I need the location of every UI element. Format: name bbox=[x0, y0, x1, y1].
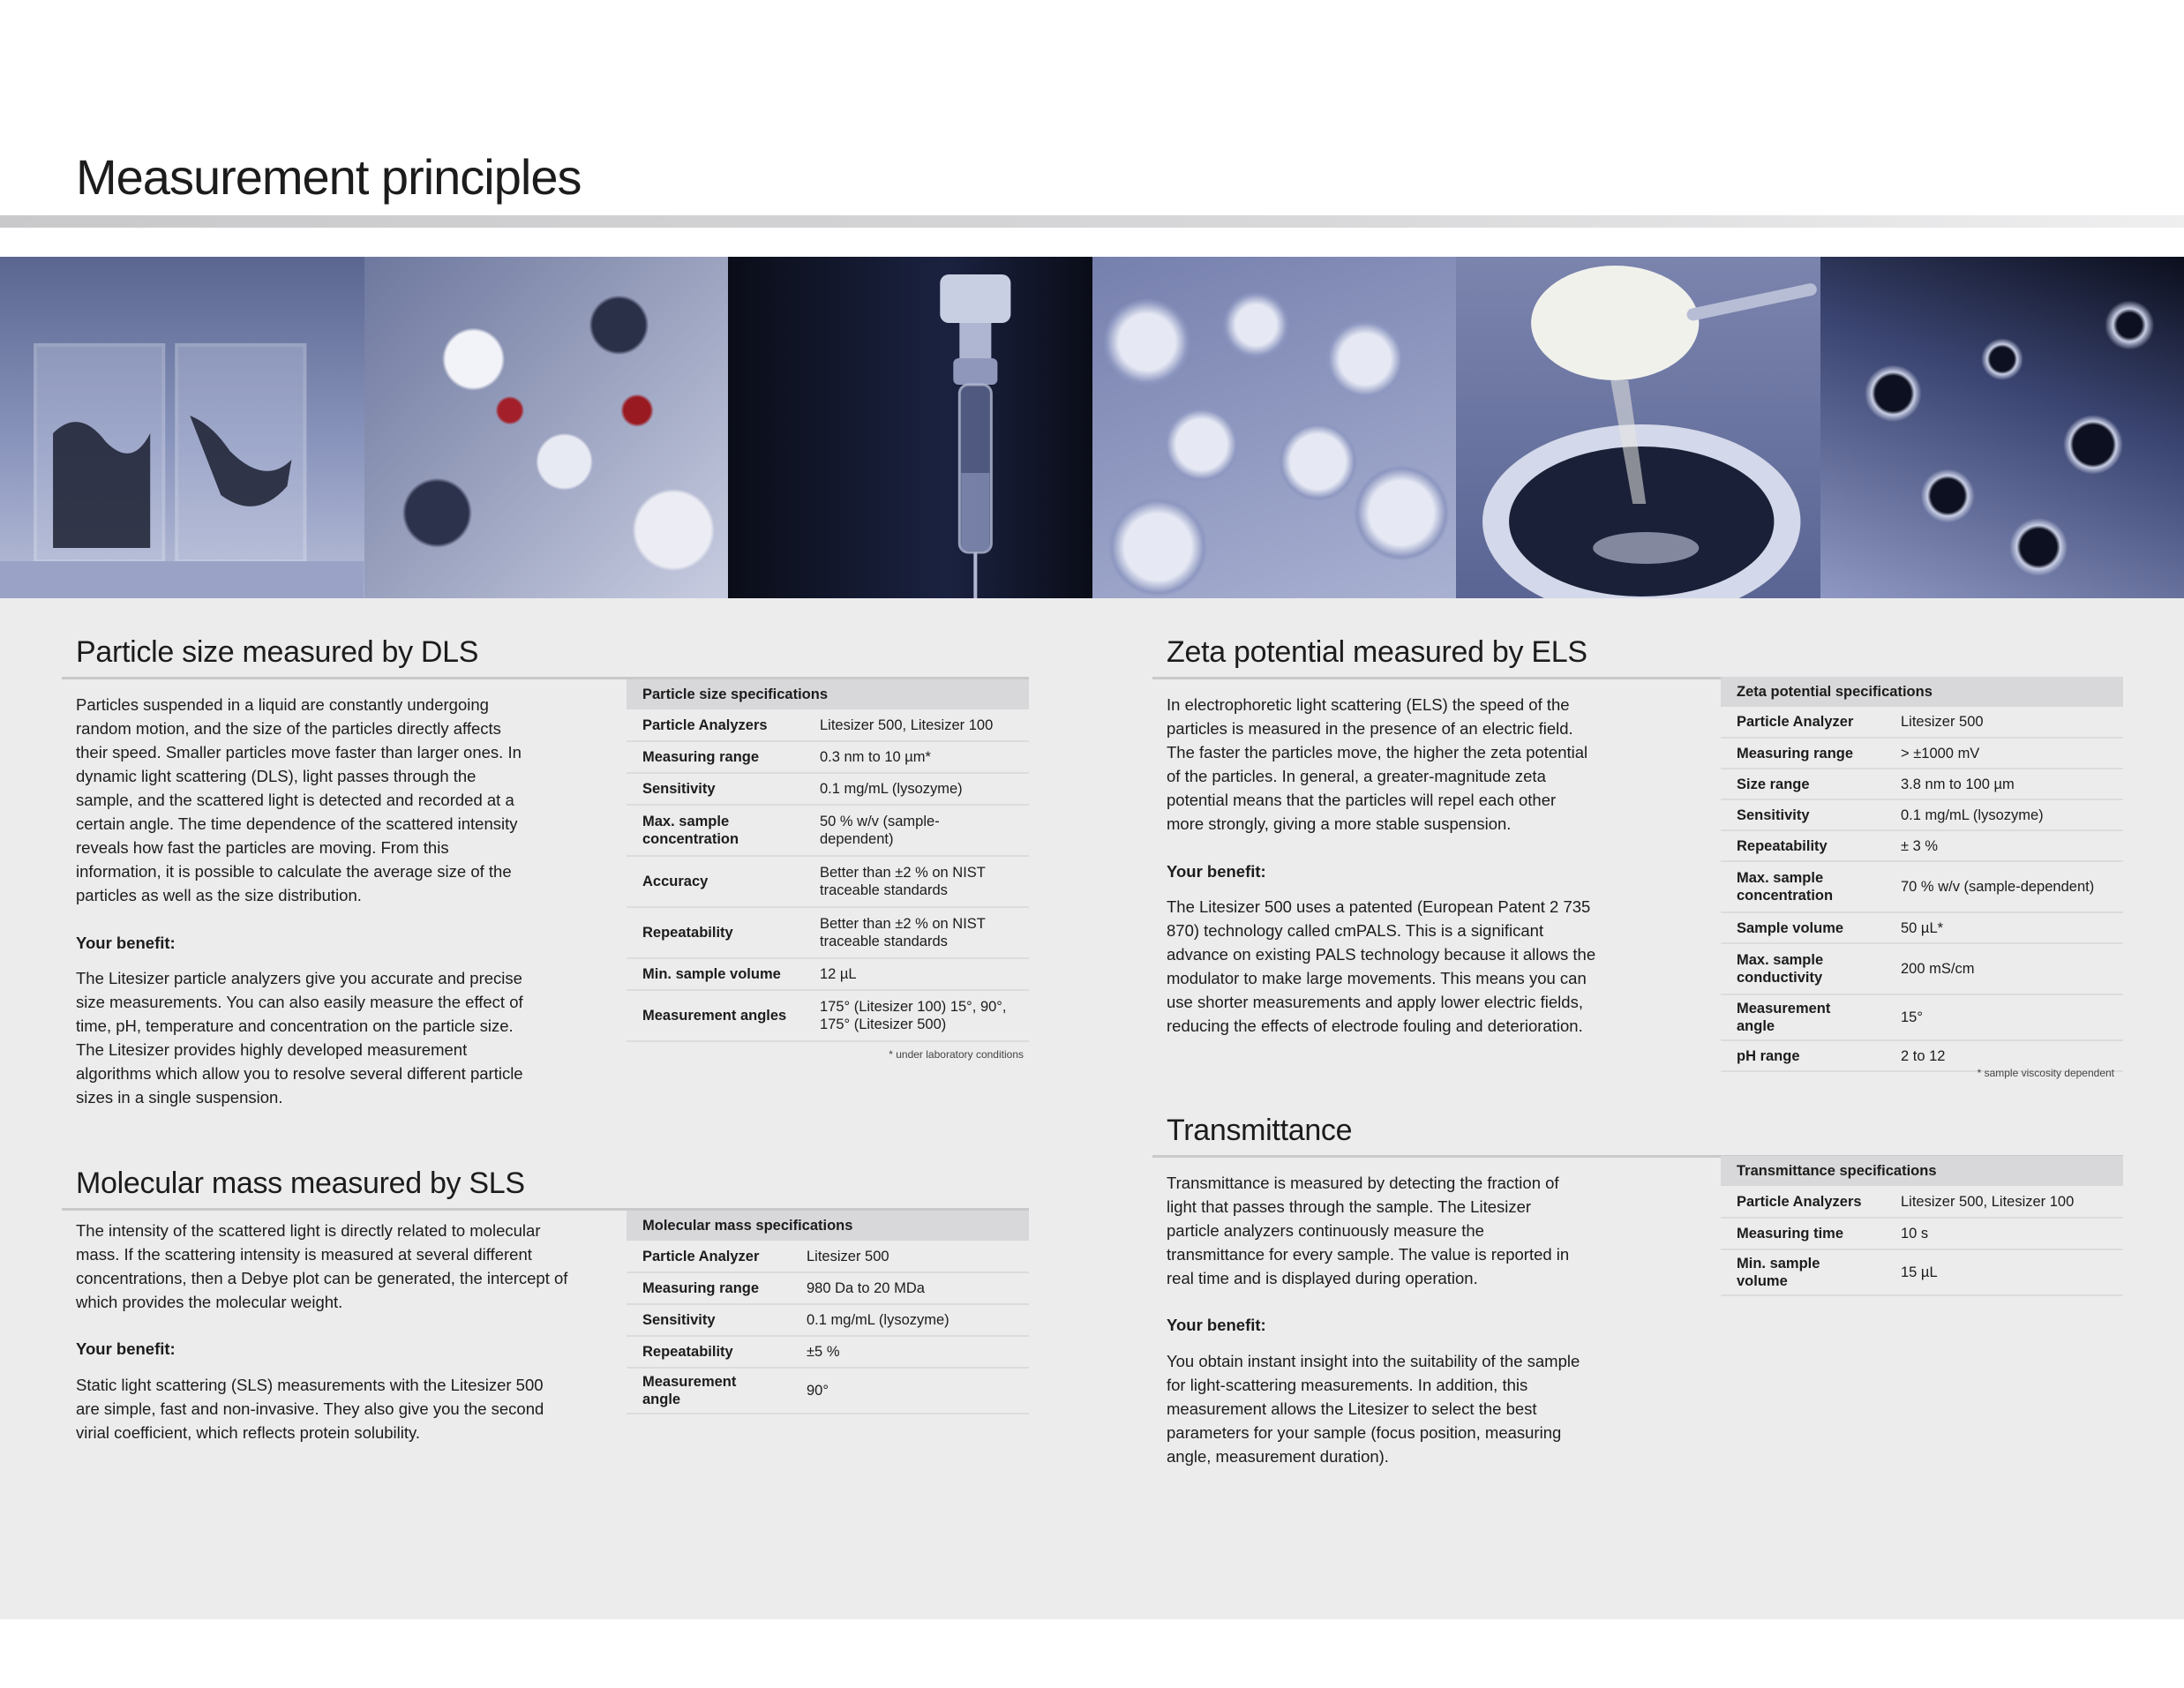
spec-key: Min. sample volume bbox=[627, 958, 804, 990]
powder-spoon-image bbox=[1456, 257, 1820, 598]
spec-key: Sensitivity bbox=[1721, 799, 1885, 830]
els-spec-table bbox=[1721, 677, 2123, 1072]
spec-value: 200 mS/cm bbox=[1885, 943, 2123, 994]
spec-key: Sample volume bbox=[1721, 912, 1885, 943]
table-row bbox=[1721, 861, 2123, 912]
spec-key: Repeatability bbox=[627, 1336, 791, 1368]
spec-value: 15° bbox=[1885, 994, 2123, 1040]
table-row bbox=[627, 1368, 1029, 1414]
sls-paragraph: The intensity of the scattered light is directly related to molecular mass. If the scattering intensity is measured at several different concentrations, then a Debye plot can be generated, the intercept of which provides the molecular weight. bbox=[76, 1221, 568, 1311]
table-row bbox=[1721, 738, 2123, 769]
table-row bbox=[627, 856, 1029, 907]
dls-heading: Particle size measured by DLS bbox=[76, 635, 479, 669]
spec-value: Better than ±2 % on NIST traceable standards bbox=[804, 907, 1029, 958]
sls-heading: Molecular mass measured by SLS bbox=[76, 1167, 525, 1200]
transmittance-paragraph: Transmittance is measured by detecting the fraction of light that passes through the sample. The Litesizer particle analyzers continuously measure the transmittance for every sample. The value is reported in real time and is displayed during operation. bbox=[1167, 1174, 1570, 1287]
spec-key: Max. sample concentration bbox=[627, 805, 804, 856]
spec-key: Measurement angle bbox=[627, 1368, 791, 1414]
spec-value: 50 % w/v (sample-dependent) bbox=[804, 805, 1029, 856]
spec-value: Litesizer 500 bbox=[791, 1241, 1029, 1272]
spec-value: 0.3 nm to 10 µm* bbox=[804, 741, 1029, 773]
spec-value: Litesizer 500, Litesizer 100 bbox=[1885, 1186, 2123, 1218]
table-row bbox=[1721, 769, 2123, 799]
spec-value: > ±1000 mV bbox=[1885, 738, 2123, 769]
els-spec-header: Zeta potential specifications bbox=[1721, 677, 2123, 707]
glass-beakers-image bbox=[0, 257, 364, 598]
spec-value: 980 Da to 20 MDa bbox=[791, 1272, 1029, 1304]
spec-value: 0.1 mg/mL (lysozyme) bbox=[804, 773, 1029, 805]
table-row bbox=[1721, 799, 2123, 830]
spec-key: Measurement angles bbox=[627, 990, 804, 1041]
els-benefit-label: Your benefit: bbox=[1167, 862, 1266, 881]
spec-key: Measurement angle bbox=[1721, 994, 1885, 1040]
table-row bbox=[1721, 1186, 2123, 1218]
dls-benefit-text: The Litesizer particle analyzers give you accurate and precise size measurements. You can also easily measure the effect of time, pH, temperature and concentration on the particle size. The Litesizer provides highly developed measurement algorithms which allow you to resolve several different particle sizes in a single suspension. bbox=[76, 969, 523, 1107]
els-heading: Zeta potential measured by ELS bbox=[1167, 635, 1587, 669]
spec-key: Measuring range bbox=[627, 741, 804, 773]
sls-spec-table bbox=[627, 1211, 1029, 1414]
table-row bbox=[627, 958, 1029, 990]
table-row bbox=[627, 1272, 1029, 1304]
spec-value: 0.1 mg/mL (lysozyme) bbox=[1885, 799, 2123, 830]
spec-value: 15 µL bbox=[1885, 1249, 2123, 1295]
spec-key: Particle Analyzers bbox=[627, 709, 804, 741]
table-row bbox=[627, 1241, 1029, 1272]
spheres-image bbox=[1092, 257, 1457, 598]
spec-value: ± 3 % bbox=[1885, 830, 2123, 861]
spec-key: pH range bbox=[1721, 1040, 1885, 1071]
spec-key: Repeatability bbox=[627, 907, 804, 958]
table-row bbox=[1721, 912, 2123, 943]
dls-footnote: * under laboratory conditions bbox=[889, 1048, 1024, 1061]
spec-value: 175° (Litesizer 100) 15°, 90°, 175° (Litesizer 500) bbox=[804, 990, 1029, 1041]
table-row bbox=[627, 1336, 1029, 1368]
spec-key: Max. sample concentration bbox=[1721, 861, 1885, 912]
table-row bbox=[627, 907, 1029, 958]
table-row bbox=[1721, 707, 2123, 738]
table-row bbox=[627, 1304, 1029, 1336]
spec-key: Particle Analyzer bbox=[1721, 707, 1885, 738]
table-row bbox=[1721, 1249, 2123, 1295]
spec-value: 10 s bbox=[1885, 1218, 2123, 1249]
dls-paragraph: Particles suspended in a liquid are constantly undergoing random motion, and the size of the particles directly affects their speed. Smaller particles move faster than larger ones. In dynamic light scattering (DLS), light passes through the sample, and the scattered light is detected and recorded at a certain angle. The time dependence of the scattered intensity reveals how fast the particles are moving. From this information, it is possible to calculate the average size of the particles as well as the size distribution. bbox=[76, 695, 522, 904]
spec-value: ±5 % bbox=[791, 1336, 1029, 1368]
table-row bbox=[1721, 830, 2123, 861]
table-row bbox=[1721, 994, 2123, 1040]
sls-spec-header: Molecular mass specifications bbox=[627, 1211, 1029, 1241]
table-row bbox=[627, 741, 1029, 773]
table-row bbox=[627, 990, 1029, 1041]
spec-value: 2 to 12 bbox=[1885, 1040, 2123, 1071]
dls-spec-header: Particle size specifications bbox=[627, 679, 1029, 709]
transmittance-benefit-text: You obtain instant insight into the suitability of the sample for light-scattering measurements. In addition, this measurement allows the Litesizer to select the best parameters for your sample (focus position, measuring angle, measurement duration). bbox=[1167, 1352, 1580, 1466]
spec-key: Measuring range bbox=[1721, 738, 1885, 769]
table-row bbox=[627, 805, 1029, 856]
title-divider bbox=[0, 215, 2184, 228]
spec-key: Sensitivity bbox=[627, 1304, 791, 1336]
spec-value: Litesizer 500 bbox=[1885, 707, 2123, 738]
spec-key: Accuracy bbox=[627, 856, 804, 907]
spec-value: 12 µL bbox=[804, 958, 1029, 990]
spec-value: 0.1 mg/mL (lysozyme) bbox=[791, 1304, 1029, 1336]
foam-bubbles-image bbox=[1820, 257, 2184, 598]
sls-benefit-label: Your benefit: bbox=[76, 1339, 176, 1358]
plastic-granules-image bbox=[364, 257, 729, 598]
spec-key: Sensitivity bbox=[627, 773, 804, 805]
table-row bbox=[627, 773, 1029, 805]
photo-strip bbox=[0, 257, 2184, 598]
els-paragraph: In electrophoretic light scattering (ELS) the speed of the particles is measured in the presence of an electric field. The faster the particles move, the higher the zeta potential of the particles. In general, a greater-magnitude zeta potential means that the particles will repel each other more strongly, giving a more stable suspension. bbox=[1167, 695, 1588, 833]
page-title: Measurement principles bbox=[76, 149, 582, 205]
sls-benefit-text: Static light scattering (SLS) measurements with the Litesizer 500 are simple, fast and non-invasive. They also give you the second virial coefficient, which reflects protein solubility. bbox=[76, 1376, 544, 1442]
spec-key: Measuring time bbox=[1721, 1218, 1885, 1249]
transmittance-heading: Transmittance bbox=[1167, 1114, 1353, 1147]
spec-value: Better than ±2 % on NIST traceable standards bbox=[804, 856, 1029, 907]
els-benefit-text: The Litesizer 500 uses a patented (European Patent 2 735 870) technology called cmPALS. This is a significant advance on existing PALS technology because it allows the modulator to make large movements. This means you can use shorter measurements and apply lower electric fields, reducing the effects of electrode fouling and deterioration. bbox=[1167, 897, 1596, 1035]
spec-key: Max. sample conductivity bbox=[1721, 943, 1885, 994]
dls-benefit-label: Your benefit: bbox=[76, 934, 176, 952]
table-row bbox=[1721, 1218, 2123, 1249]
spec-key: Min. sample volume bbox=[1721, 1249, 1885, 1295]
els-footnote: * sample viscosity dependent bbox=[1977, 1067, 2114, 1079]
iv-drip-image bbox=[728, 257, 1092, 598]
spec-value: Litesizer 500, Litesizer 100 bbox=[804, 709, 1029, 741]
spec-key: Measuring range bbox=[627, 1272, 791, 1304]
table-row bbox=[1721, 943, 2123, 994]
spec-value: 90° bbox=[791, 1368, 1029, 1414]
transmittance-spec-header: Transmittance specifications bbox=[1721, 1156, 2123, 1186]
spec-value: 70 % w/v (sample-dependent) bbox=[1885, 861, 2123, 912]
spec-key: Size range bbox=[1721, 769, 1885, 799]
spec-value: 50 µL* bbox=[1885, 912, 2123, 943]
table-row bbox=[627, 709, 1029, 741]
dls-spec-table bbox=[627, 679, 1029, 1042]
spec-key: Repeatability bbox=[1721, 830, 1885, 861]
transmittance-spec-table bbox=[1721, 1156, 2123, 1296]
spec-key: Particle Analyzer bbox=[627, 1241, 791, 1272]
spec-value: 3.8 nm to 100 µm bbox=[1885, 769, 2123, 799]
spec-key: Particle Analyzers bbox=[1721, 1186, 1885, 1218]
transmittance-benefit-label: Your benefit: bbox=[1167, 1316, 1266, 1334]
